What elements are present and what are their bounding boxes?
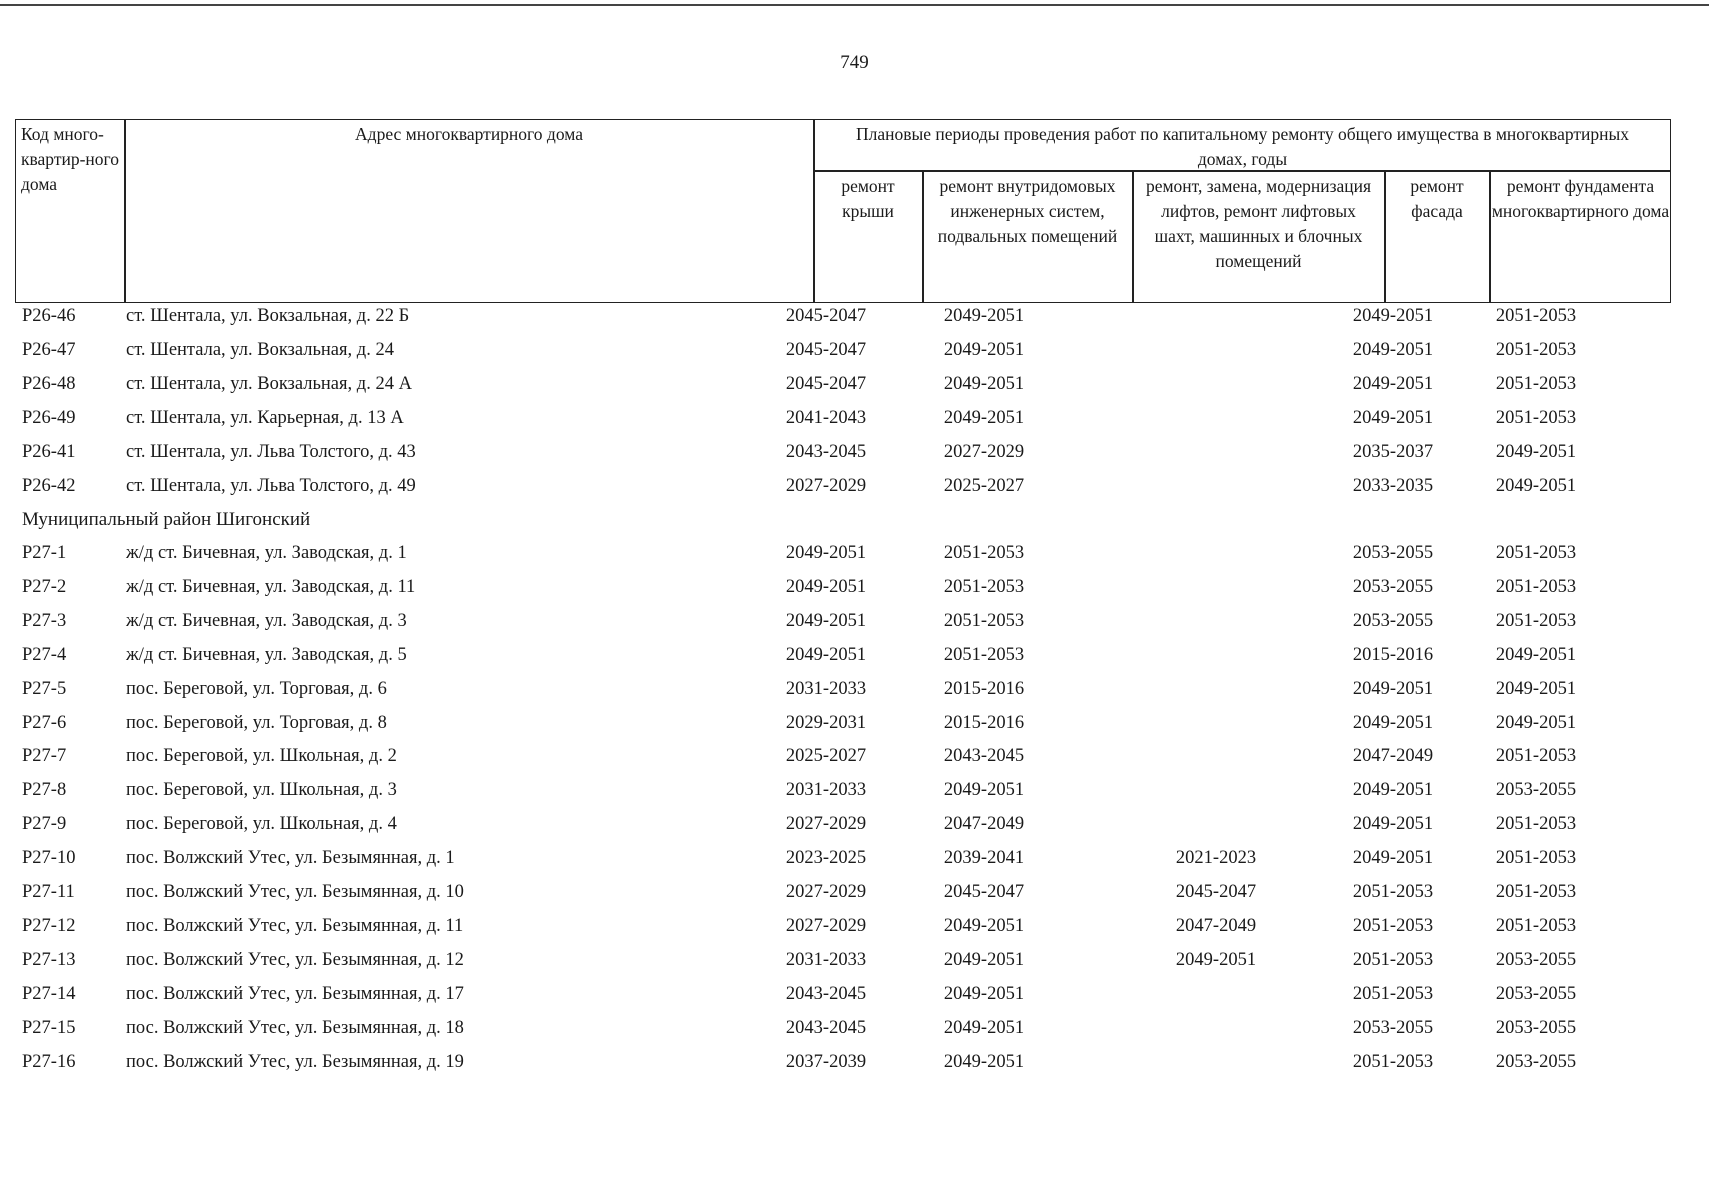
row-address: пос. Волжский Утес, ул. Безымянная, д. 1 (126, 848, 455, 869)
table-row (0, 1052, 1709, 1086)
row-facade-period: 2049-2051 (1352, 848, 1434, 869)
row-foundation-period: 2053-2055 (1495, 949, 1577, 970)
row-foundation-period: 2051-2053 (1495, 746, 1577, 767)
table-row (0, 408, 1709, 442)
row-facade-period: 2049-2051 (1352, 339, 1434, 360)
header-address: Адрес многоквартирного дома (355, 124, 583, 144)
row-roof-period: 2027-2029 (785, 814, 867, 835)
header-periods: Плановые периоды проведения работ по капитальному ремонту общего имущества в многоквартирных домах, годы (855, 124, 1630, 169)
row-address: ж/д ст. Бичевная, ул. Заводская, д. 5 (126, 644, 407, 665)
row-engineering-period: 2049-2051 (943, 339, 1025, 360)
header-roof: ремонт крыши (841, 176, 895, 221)
row-engineering-period: 2049-2051 (943, 949, 1025, 970)
row-roof-period: 2049-2051 (785, 543, 867, 563)
header-code: Код много-квартир-ного дома (21, 124, 120, 194)
row-code: Р26-48 (22, 373, 76, 394)
row-code: Р27-1 (22, 543, 67, 563)
row-facade-period: 2047-2049 (1352, 746, 1434, 767)
row-roof-period: 2031-2033 (785, 949, 867, 970)
row-code: Р27-14 (22, 983, 76, 1004)
table-row (0, 543, 1709, 577)
row-facade-period: 2049-2051 (1352, 373, 1434, 394)
row-address: ст. Шентала, ул. Льва Толстого, д. 49 (126, 475, 416, 496)
row-engineering-period: 2049-2051 (943, 915, 1025, 936)
row-code: Р26-42 (22, 475, 76, 496)
row-facade-period: 2053-2055 (1352, 1017, 1434, 1038)
row-code: Р26-47 (22, 339, 76, 360)
row-engineering-period: 2015-2016 (943, 712, 1025, 733)
row-engineering-period: 2051-2053 (943, 644, 1025, 665)
row-code: Р27-13 (22, 949, 76, 970)
row-facade-period: 2049-2051 (1352, 678, 1434, 699)
row-code: Р27-16 (22, 1051, 76, 1072)
row-facade-period: 2015-2016 (1352, 644, 1434, 665)
row-facade-period: 2051-2053 (1352, 983, 1434, 1004)
row-facade-period: 2049-2051 (1352, 780, 1434, 801)
row-foundation-period: 2053-2055 (1495, 1051, 1577, 1072)
row-address: ж/д ст. Бичевная, ул. Заводская, д. 1 (126, 543, 407, 563)
row-code: Р26-46 (22, 306, 76, 326)
row-roof-period: 2031-2033 (785, 678, 867, 699)
row-facade-period: 2049-2051 (1352, 407, 1434, 428)
row-code: Р27-12 (22, 915, 76, 936)
row-facade-period: 2049-2051 (1352, 712, 1434, 733)
row-foundation-period: 2049-2051 (1495, 644, 1577, 665)
table-row (0, 780, 1709, 814)
row-code: Р27-4 (22, 644, 67, 665)
row-foundation-period: 2051-2053 (1495, 915, 1577, 936)
row-foundation-period: 2053-2055 (1495, 780, 1577, 801)
row-code: Р27-3 (22, 610, 67, 631)
table-row (0, 374, 1709, 408)
table-row (0, 713, 1709, 747)
row-foundation-period: 2049-2051 (1495, 678, 1577, 699)
table-row (0, 984, 1709, 1018)
top-rule (0, 4, 1709, 6)
row-roof-period: 2049-2051 (785, 610, 867, 631)
header-foundation: ремонт фундамента многоквартирного дома (1491, 176, 1670, 221)
table-row (0, 306, 1709, 340)
row-lift-period: 2021-2023 (1175, 848, 1257, 869)
row-address: ст. Шентала, ул. Вокзальная, д. 24 (126, 339, 394, 360)
row-lift-period: 2045-2047 (1175, 882, 1257, 902)
row-address: ст. Шентала, ул. Вокзальная, д. 24 А (126, 373, 412, 394)
row-code: Р27-7 (22, 746, 67, 767)
row-roof-period: 2027-2029 (785, 915, 867, 936)
row-code: Р26-41 (22, 441, 76, 462)
row-engineering-period: 2047-2049 (943, 814, 1025, 835)
row-address: пос. Волжский Утес, ул. Безымянная, д. 18 (126, 1017, 464, 1038)
row-address: пос. Волжский Утес, ул. Безымянная, д. 11 (126, 915, 464, 936)
table-row (0, 611, 1709, 645)
row-address: ж/д ст. Бичевная, ул. Заводская, д. 11 (126, 576, 416, 597)
row-code: Р27-10 (22, 848, 76, 869)
row-engineering-period: 2051-2053 (943, 610, 1025, 631)
row-engineering-period: 2049-2051 (943, 407, 1025, 428)
row-facade-period: 2051-2053 (1352, 915, 1434, 936)
row-engineering-period: 2049-2051 (943, 306, 1025, 326)
table-row (0, 882, 1709, 916)
row-code: Р27-15 (22, 1017, 76, 1038)
row-code: Р27-8 (22, 780, 67, 801)
row-foundation-period: 2051-2053 (1495, 814, 1577, 835)
row-roof-period: 2049-2051 (785, 644, 867, 665)
row-roof-period: 2041-2043 (785, 407, 867, 428)
table-row (0, 645, 1709, 679)
row-roof-period: 2025-2027 (785, 746, 867, 767)
row-facade-period: 2033-2035 (1352, 475, 1434, 496)
row-roof-period: 2045-2047 (785, 339, 867, 360)
row-engineering-period: 2027-2029 (943, 441, 1025, 462)
row-foundation-period: 2049-2051 (1495, 441, 1577, 462)
table-row (0, 340, 1709, 374)
table-row (0, 577, 1709, 611)
header-engineering: ремонт внутридомовых инженерных систем, подвальных помещений (937, 176, 1118, 246)
header-facade: ремонт фасада (1410, 176, 1464, 221)
row-address: пос. Береговой, ул. Школьная, д. 3 (126, 780, 397, 801)
row-facade-period: 2049-2051 (1352, 306, 1434, 326)
row-address: пос. Волжский Утес, ул. Безымянная, д. 12 (126, 949, 464, 970)
row-code: Р26-49 (22, 407, 76, 428)
row-address: ст. Шентала, ул. Льва Толстого, д. 43 (126, 441, 416, 462)
row-address: ст. Шентала, ул. Карьерная, д. 13 А (126, 407, 404, 428)
row-foundation-period: 2051-2053 (1495, 848, 1577, 869)
row-foundation-period: 2051-2053 (1495, 407, 1577, 428)
row-engineering-period: 2045-2047 (943, 882, 1025, 902)
row-code: Р27-5 (22, 678, 67, 699)
table-row (0, 679, 1709, 713)
row-foundation-period: 2051-2053 (1495, 543, 1577, 563)
row-facade-period: 2053-2055 (1352, 576, 1434, 597)
row-roof-period: 2027-2029 (785, 882, 867, 902)
row-foundation-period: 2049-2051 (1495, 712, 1577, 733)
row-address: ж/д ст. Бичевная, ул. Заводская, д. 3 (126, 610, 407, 631)
row-roof-period: 2043-2045 (785, 983, 867, 1004)
row-address: пос. Береговой, ул. Школьная, д. 4 (126, 814, 397, 835)
row-engineering-period: 2025-2027 (943, 475, 1025, 496)
row-roof-period: 2049-2051 (785, 576, 867, 597)
section-title: Муниципальный район Шигонский (22, 509, 311, 530)
row-engineering-period: 2049-2051 (943, 373, 1025, 394)
row-address: пос. Волжский Утес, ул. Безымянная, д. 17 (126, 983, 464, 1004)
row-facade-period: 2053-2055 (1352, 610, 1434, 631)
table-row (0, 442, 1709, 476)
row-engineering-period: 2049-2051 (943, 983, 1025, 1004)
header-lifts: ремонт, замена, модернизация лифтов, ремонт лифтовых шахт, машинных и блочных помещений (1145, 176, 1372, 271)
row-code: Р27-9 (22, 814, 67, 835)
row-address: пос. Береговой, ул. Торговая, д. 6 (126, 678, 387, 699)
row-facade-period: 2035-2037 (1352, 441, 1434, 462)
table-row (0, 916, 1709, 950)
row-facade-period: 2049-2051 (1352, 814, 1434, 835)
row-engineering-period: 2049-2051 (943, 1017, 1025, 1038)
table-row (0, 476, 1709, 510)
table-row (0, 1018, 1709, 1052)
row-code: Р27-11 (22, 882, 75, 902)
row-roof-period: 2027-2029 (785, 475, 867, 496)
row-foundation-period: 2053-2055 (1495, 1017, 1577, 1038)
row-engineering-period: 2039-2041 (943, 848, 1025, 869)
row-lift-period: 2047-2049 (1175, 915, 1257, 936)
table-row (0, 950, 1709, 984)
row-facade-period: 2051-2053 (1352, 882, 1434, 902)
row-facade-period: 2053-2055 (1352, 543, 1434, 563)
row-code: Р27-6 (22, 712, 67, 733)
row-code: Р27-2 (22, 576, 67, 597)
row-engineering-period: 2049-2051 (943, 780, 1025, 801)
row-foundation-period: 2051-2053 (1495, 339, 1577, 360)
row-engineering-period: 2049-2051 (943, 1051, 1025, 1072)
row-facade-period: 2051-2053 (1352, 949, 1434, 970)
row-address: пос. Волжский Утес, ул. Безымянная, д. 19 (126, 1051, 464, 1072)
row-foundation-period: 2051-2053 (1495, 882, 1577, 902)
page-number: 749 (840, 52, 869, 73)
table-row (0, 746, 1709, 780)
row-address: пос. Волжский Утес, ул. Безымянная, д. 10 (126, 882, 464, 902)
row-roof-period: 2045-2047 (785, 306, 867, 326)
table-row (0, 814, 1709, 848)
row-foundation-period: 2053-2055 (1495, 983, 1577, 1004)
table-row (0, 848, 1709, 882)
row-foundation-period: 2051-2053 (1495, 610, 1577, 631)
row-roof-period: 2023-2025 (785, 848, 867, 869)
row-engineering-period: 2051-2053 (943, 543, 1025, 563)
row-address: ст. Шентала, ул. Вокзальная, д. 22 Б (126, 306, 410, 326)
row-roof-period: 2045-2047 (785, 373, 867, 394)
row-roof-period: 2043-2045 (785, 441, 867, 462)
row-facade-period: 2051-2053 (1352, 1051, 1434, 1072)
row-engineering-period: 2043-2045 (943, 746, 1025, 767)
row-foundation-period: 2049-2051 (1495, 475, 1577, 496)
row-engineering-period: 2051-2053 (943, 576, 1025, 597)
row-foundation-period: 2051-2053 (1495, 373, 1577, 394)
row-foundation-period: 2051-2053 (1495, 306, 1577, 326)
row-roof-period: 2029-2031 (785, 712, 867, 733)
row-engineering-period: 2015-2016 (943, 678, 1025, 699)
row-lift-period: 2049-2051 (1175, 949, 1257, 970)
row-foundation-period: 2051-2053 (1495, 576, 1577, 597)
row-address: пос. Береговой, ул. Торговая, д. 8 (126, 712, 387, 733)
row-roof-period: 2031-2033 (785, 780, 867, 801)
row-address: пос. Береговой, ул. Школьная, д. 2 (126, 746, 397, 767)
row-roof-period: 2043-2045 (785, 1017, 867, 1038)
row-roof-period: 2037-2039 (785, 1051, 867, 1072)
